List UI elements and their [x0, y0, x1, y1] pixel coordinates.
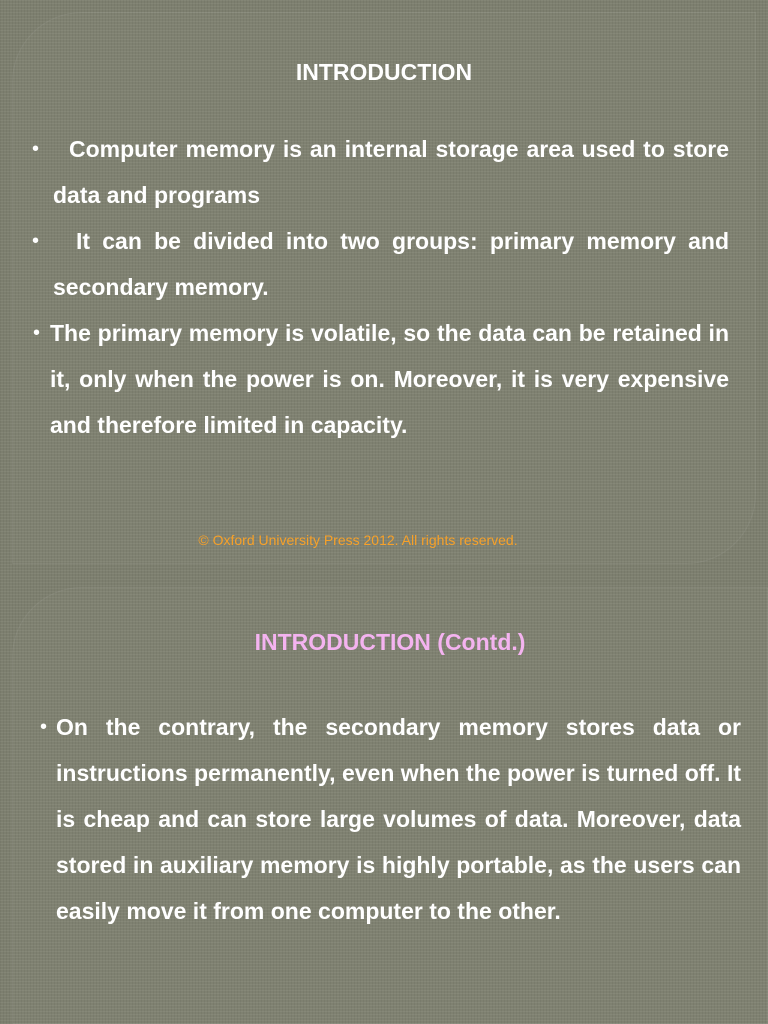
bullet-dot-icon: •: [40, 716, 48, 738]
slide-1: [12, 12, 756, 564]
bullet-dot-icon: •: [33, 322, 41, 344]
bullet-text: Computer memory is an internal storage area used to store data and programs: [53, 136, 729, 208]
slide-2-title: INTRODUCTION (Contd.): [254, 629, 526, 655]
bullet-text: On the contrary, the secondary memory stores data or instructions permanently, even when the power is turned off. It is cheap and can store large volumes of data. Moreover, data stored in auxiliary memory is highly portable, as the users can easily move it from one computer to the other.: [56, 714, 741, 924]
bullet-text: The primary memory is volatile, so the data can be retained in it, only when the power is on. Moreover, it is very expensive and therefore limited in capacity.: [50, 320, 729, 438]
copyright-footer: © Oxford University Press 2012. All rights reserved.: [198, 532, 518, 548]
slide-1-bullet-list: [13, 126, 729, 448]
slide-2: [12, 587, 768, 1024]
bullet-dot-icon: •: [32, 230, 40, 252]
bullet-item: [13, 704, 741, 934]
bullet-item: [13, 126, 729, 218]
bullet-item: [13, 218, 729, 310]
bullet-dot-icon: •: [32, 138, 40, 160]
bullet-text: It can be divided into two groups: primary memory and secondary memory.: [53, 228, 729, 300]
bullet-item: [13, 310, 729, 448]
slide-1-title: INTRODUCTION: [295, 59, 473, 85]
slide-2-bullet-list: [13, 704, 741, 934]
